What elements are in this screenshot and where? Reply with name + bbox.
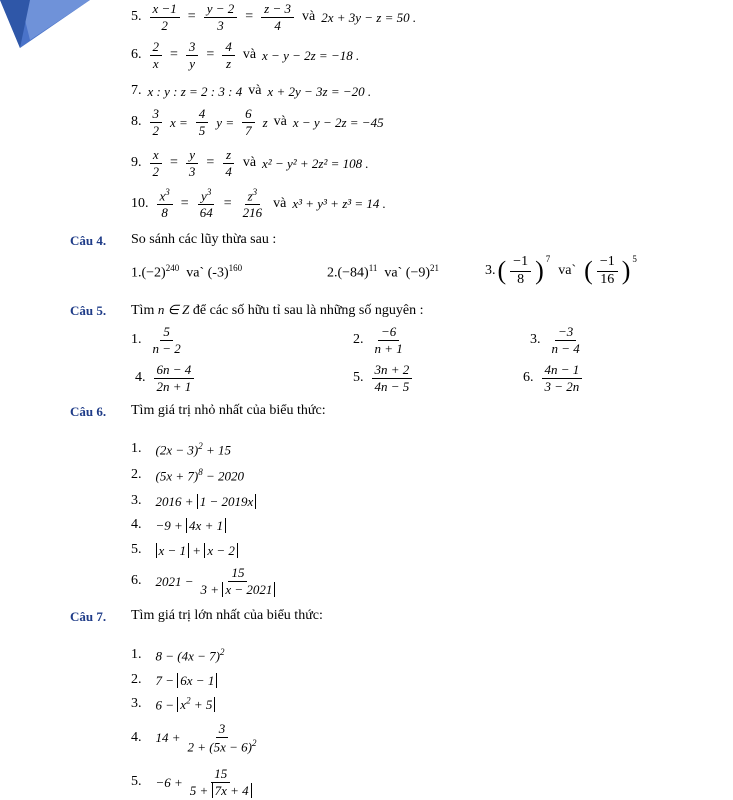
item-7: 7. x : y : z = 2 : 3 : 4 và x + 2y − 3z = −20 .	[131, 83, 372, 99]
cau5-item-1: 1. $\frac{5}{n - 2}$	[131, 324, 181, 356]
cau5-item-6: 6. $\frac{4n - 1}{3 - 2n}$	[523, 363, 584, 393]
cau7-label: Câu 7.	[70, 609, 107, 624]
cau4-item-2: $2.(-84)^{11}$ va` $(-9)^{21}$	[327, 263, 440, 281]
item-10: 10. $\frac{x^3}{8}$ = $\frac{y^3}{64}$ = $\frac{z^3}{216}$ và x³ + y³ + z³ = 14 .	[131, 187, 386, 220]
cau4-item-1: $1.(-2)^{240}$ va` $(-3)^{160}$	[131, 263, 243, 281]
item-5: 5. $\frac{x -1}{2}$ = $\frac{y - 2}{3}$ = $\frac{z - 3}{4}$ và 2x + 3y − z = 50 .	[131, 1, 417, 33]
cau7-item-5: 5. −6 + $\frac{15}{5 + 7x + 4}$	[131, 767, 257, 797]
cau6-label: Câu 6.	[70, 404, 107, 419]
item-9: 9. $\frac{x}{2}$ = $\frac{y}{3}$ = $\frac{z}{4}$ và x² − y² + 2z² = 108 .	[131, 147, 369, 179]
cau4-label: Câu 4.	[70, 233, 107, 248]
item-8: 8. $\frac{3}{2}$ x = $\frac{4}{5}$ y = $\frac{6}{7}$ z và x − y − 2z = −45	[131, 106, 384, 138]
cau7-text: Tìm giá trị lớn nhất của biểu thức:	[131, 608, 323, 623]
cau5-item-4: 4. $\frac{6n - 4}{2n + 1}$	[135, 363, 196, 393]
cau6-item-6: 6. 2021 − $\frac{15}{3 + x - 2021}$	[131, 566, 280, 596]
cau6-item-3: 3. 2016 + 1 − 2019x	[131, 494, 256, 508]
cau5-item-2: 2. $\frac{-6}{n + 1}$	[353, 324, 403, 356]
cau6-item-4: 4. −9 + 4x + 1	[131, 518, 226, 532]
cau5-item-5: 5. $\frac{3n + 2}{4n - 5}$	[353, 363, 414, 393]
cau5-label: Câu 5.	[70, 303, 107, 318]
cau5-text: Tìm n ∈ Z để các số hữu tỉ sau là những số nguyên :	[131, 302, 424, 318]
cau7-item-1: 1. $8 - (4x - 7)^2$	[131, 647, 225, 664]
cau4-item-3: 3. ( $\frac{-1}{8}$ ) $^7$ va` ( $\frac{-1}{16}$ ) $^5$	[485, 254, 637, 287]
cau5-item-3: 3. $\frac{-3}{n - 4}$	[530, 324, 580, 356]
cau7-item-2: 2. 7 − 6x − 1	[131, 673, 217, 687]
corner-decoration	[0, 0, 90, 60]
cau6-item-2: 2. $(5x + 7)^8 - 2020$	[131, 467, 244, 484]
cau7-item-3: 3. $6 - x^2 + 5$	[131, 697, 215, 711]
cau6-text: Tìm giá trị nhỏ nhất của biểu thức:	[131, 403, 326, 418]
cau6-item-5: 5. x − 1 + x − 2	[131, 543, 238, 557]
item-6: 6. $\frac{2}{x}$ = $\frac{3}{y}$ = $\frac{4}{z}$ và x − y − 2z = −18 .	[131, 39, 360, 71]
cau4-text: So sánh các lũy thừa sau :	[131, 232, 277, 247]
cau6-item-1: 1. $(2x - 3)^2 + 15$	[131, 441, 231, 458]
cau7-item-4: 4. 14 + $\frac{3}{2 + (5x - 6)^2}$	[131, 721, 257, 754]
